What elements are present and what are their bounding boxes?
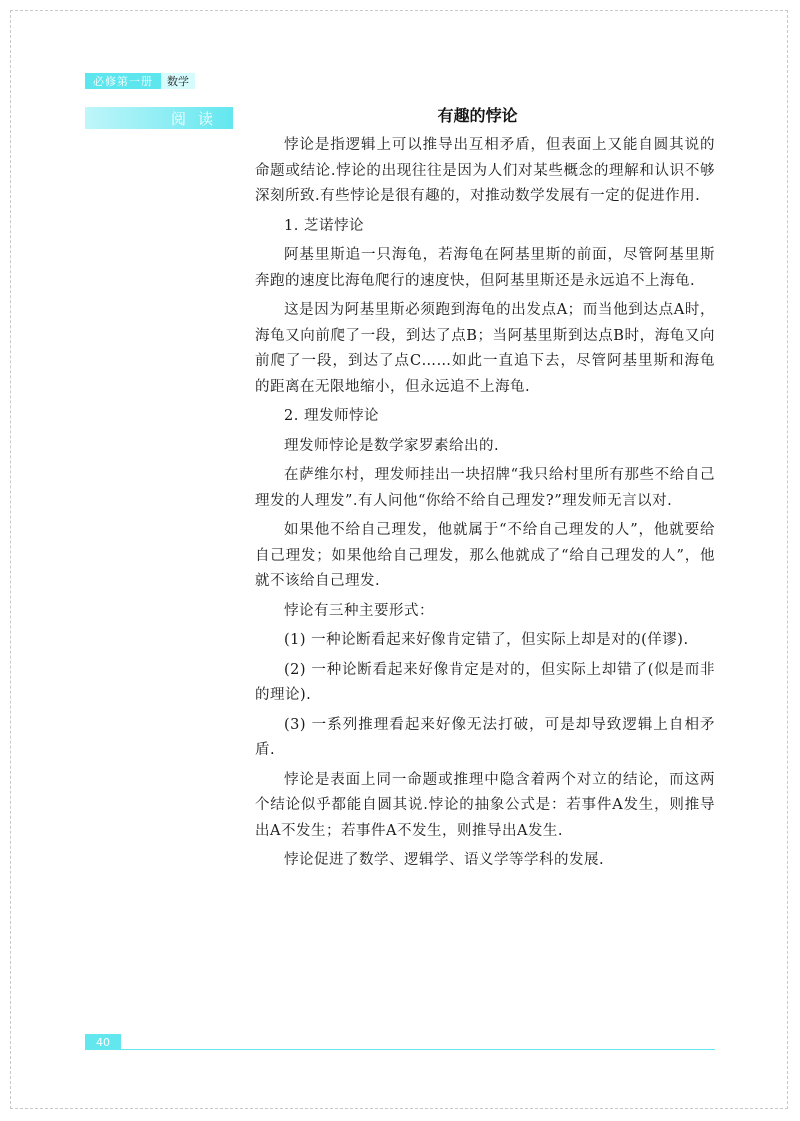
paragraph-barber-analysis: 如果他不给自己理发，他就属于“不给自己理发的人”，他就要给自己理发；如果他给自己理发，那么他就成了“给自己理发的人”，他就不该给自己理发. (255, 522, 715, 589)
list-item-form-3: (3) 一系列推理看起来好像无法打破，可是却导致逻辑上自相矛盾. (255, 716, 715, 758)
paragraph-conclusion: 悖论促进了数学、逻辑学、语义学等学科的发展. (284, 852, 605, 868)
paragraph-intro: 悖论是指逻辑上可以推导出互相矛盾，但表面上又能自圆其说的命题或结论.悖论的出现往往是因为人们对某些概念的理解和认识不够深刻所致.有些悖论是很有趣的，对推动数学发展有一定的促进作用. (255, 137, 715, 204)
article-body (255, 133, 715, 874)
subheading-zeno: 1. 芝诺悖论 (284, 217, 364, 234)
section-banner: 阅读 (85, 107, 233, 129)
book-series-label: 必修第一册 (85, 73, 161, 89)
paragraph-zeno-statement: 阿基里斯追一只海龟，若海龟在阿基里斯的前面，尽管阿基里斯奔跑的速度比海龟爬行的速度快，但阿基里斯还是永远追不上海龟. (255, 247, 715, 289)
paragraph-barber-origin: 理发师悖论是数学家罗素给出的. (284, 437, 500, 454)
paragraph-barber-story: 在萨维尔村，理发师挂出一块招牌“我只给村里所有那些不给自己理发的人理发”.有人问他“你给不给自己理发?”理发师无言以对. (255, 467, 715, 509)
page-number: 40 (85, 1034, 121, 1050)
list-item-form-2: (2) 一种论断看起来好像肯定是对的，但实际上却错了(似是而非的理论). (255, 661, 715, 703)
running-header (85, 73, 195, 89)
paragraph-zeno-explanation: 这是因为阿基里斯必须跑到海龟的出发点A；而当他到达点A时，海龟又向前爬了一段，到达了点B；当阿基里斯到达点B时，海龟又向前爬了一段，到达了点C……如此一直追下去，尽管阿基里斯和海龟的距离在无限地缩小，但永远追不上海龟. (255, 302, 715, 395)
subject-label: 数学 (161, 73, 195, 89)
paragraph-formula: 悖论是表面上同一命题或推理中隐含着两个对立的结论，而这两个结论似乎都能自圆其说.悖论的抽象公式是：若事件A发生，则推导出A不发生；若事件A不发生，则推导出A发生. (255, 771, 715, 839)
subheading-barber: 2. 理发师悖论 (284, 408, 379, 424)
paragraph-forms-intro: 悖论有三种主要形式： (284, 602, 434, 619)
page-title: 有趣的悖论 (437, 106, 518, 125)
list-item-form-1: (1) 一种论断看起来好像肯定错了，但实际上却是对的(佯谬). (284, 632, 689, 648)
footer-rule (121, 1049, 715, 1050)
